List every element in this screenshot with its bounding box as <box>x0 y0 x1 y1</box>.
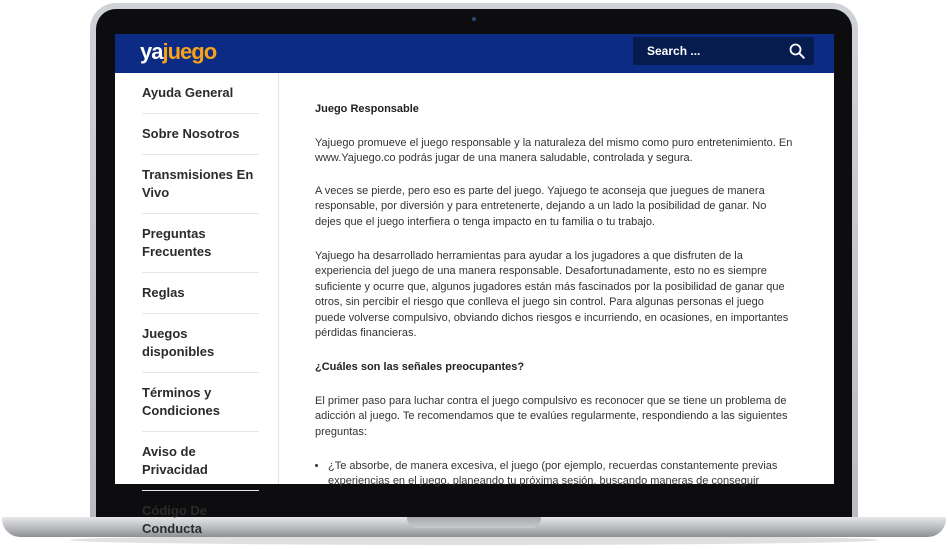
section-heading: ¿Cuáles son las señales preocupantes? <box>315 361 525 373</box>
site-header <box>115 34 834 73</box>
sidebar-item-transmisiones[interactable]: Transmisiones En Vivo <box>142 155 259 214</box>
help-sidebar <box>115 73 279 536</box>
sidebar-item-juegos-disponibles[interactable]: Juegos disponibles <box>142 314 259 373</box>
sidebar-item-sobre-nosotros[interactable]: Sobre Nosotros <box>142 114 259 155</box>
article-content <box>315 73 795 488</box>
page-title: Juego Responsable <box>315 103 419 115</box>
help-nav <box>142 73 259 549</box>
site-logo[interactable] <box>140 39 216 65</box>
screen <box>115 34 834 536</box>
laptop-notch <box>407 517 541 528</box>
webcam <box>472 17 476 21</box>
sidebar-item-reglas[interactable]: Reglas <box>142 273 259 314</box>
logo-text-juego: juego <box>162 39 217 64</box>
list-item: • ¿Te absorbe, de manera excesiva, el juego (por ejemplo, recuerdas constantemente previas experiencias en el juego, planeando tu próxima sesión, buscando maneras de conseguir <box>328 459 808 490</box>
logo-text-ya: ya <box>140 39 163 64</box>
question-list <box>315 459 808 490</box>
search-icon[interactable] <box>789 43 805 59</box>
sidebar-item-codigo-conducta[interactable]: Código De Conducta <box>142 503 207 536</box>
paragraph: El primer paso para luchar contra el juego compulsivo es reconocer que se tiene un problema de adicción al juego. Te recomendamos que te evalúes regularmente, respondiendo a las siguientes preguntas: <box>315 395 788 438</box>
paragraph: Yajuego ha desarrollado herramientas para ayudar a los jugadores a que disfruten de la experiencia del juego de una manera responsable. Desafortunadamente, esto no es siempre suficiente y ocurre que, algunos jugadores están más fascinados por la posibilidad de ganar que otros, sin percibir el riesgo que conlleva el juego sin control. Para algunas personas el juego puede volverse compulsivo, obviando dichos riesgos e incurriendo, en ocasiones, en importantes pérdidas financieras. <box>315 250 789 340</box>
search-box <box>633 37 814 65</box>
sidebar-item-terminos[interactable]: Términos y Condiciones <box>142 373 259 432</box>
paragraph: A veces se pierde, pero eso es parte del juego. Yajuego te aconseja que juegues de manera responsable, por diversión y para entretenerte, dejando a un lado la posibilidad de ganar. No dejes que el juego interfiera o tenga impacto en tu familia o tu trabajo. <box>315 185 767 228</box>
paragraph: Yajuego promueve el juego responsable y la naturaleza del mismo como puro entretenimiento. En www.Yajuego.co podrás jugar de una manera saludable, controlada y segura. <box>315 137 793 165</box>
search-input[interactable] <box>633 37 797 65</box>
sidebar-item-preguntas-frecuentes[interactable]: Preguntas Frecuentes <box>142 214 259 273</box>
sidebar-item-ayuda-general[interactable]: Ayuda General <box>142 73 259 114</box>
sidebar-item-aviso-privacidad[interactable]: Aviso de Privacidad <box>142 432 259 491</box>
